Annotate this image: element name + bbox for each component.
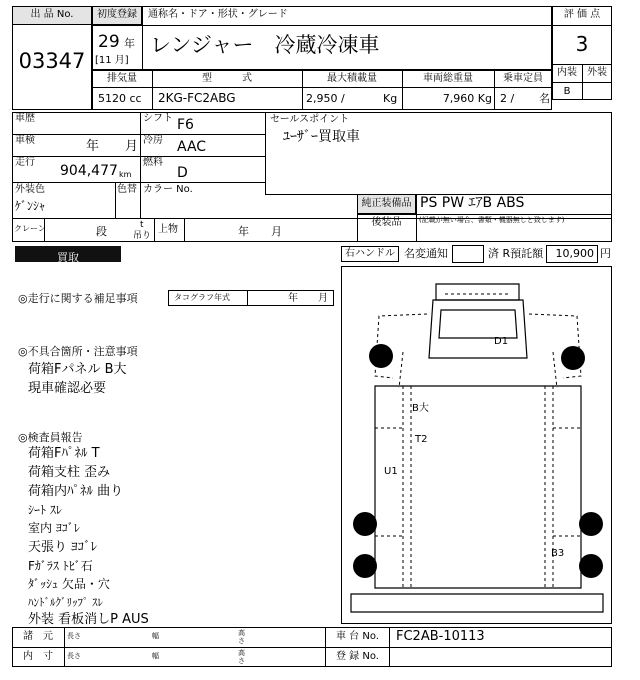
mark-t2: T2 (415, 434, 428, 445)
width-label: 幅 (152, 632, 159, 640)
gross-weight: 7,960 Kg (442, 92, 492, 105)
chassis-no-label: 車 台 No. (336, 631, 379, 642)
shift-value: F6 (177, 117, 194, 133)
inspector-item: 荷箱内ﾊﾟﾈﾙ 曲り (28, 484, 124, 499)
inspector-item: 荷箱支柱 歪み (28, 465, 111, 480)
loader-label: 上物 (158, 224, 178, 235)
max-load-unit: Kg (383, 92, 398, 105)
loader-value: 年 月 (238, 225, 282, 238)
crane-ton: t (140, 220, 144, 230)
inspector-label: ◎検査員報告 (18, 431, 83, 444)
height-label: 高さ (238, 629, 245, 645)
recycle-label: 済 R預託額 (488, 247, 544, 260)
length-label: 長さ (67, 632, 81, 640)
interior-dims-label: 内 寸 (23, 651, 53, 662)
max-load-label: 最大積載量 (327, 73, 377, 84)
crane-label: クレーン (14, 224, 46, 233)
capacity-unit: 名 (539, 92, 550, 105)
buyout-badge (15, 246, 121, 262)
tachograph-value: 年 月 (288, 293, 328, 304)
displacement-label: 排気量 (107, 73, 137, 84)
truck-diagram (341, 266, 612, 624)
mileage-unit: km (119, 170, 132, 179)
inspector-item: 荷箱Fﾊﾟﾈﾙ T (28, 446, 100, 461)
first-reg-year: 29 (98, 32, 120, 52)
defects-label: ◎不具合箇所・注意事項 (18, 345, 138, 358)
inspection-value: 年 月 (86, 139, 139, 154)
fuel-label: 燃料 (143, 157, 163, 168)
shift-label: シフト (143, 113, 173, 124)
length-label: 長さ (67, 652, 81, 660)
score-value: 3 (575, 32, 589, 56)
defect-line-1: 荷箱Fパネル B大 (28, 362, 127, 377)
mark-b3: B3 (551, 548, 565, 559)
mileage-label: 走行 (15, 157, 35, 168)
color-change-label: 色替 (117, 184, 137, 195)
aftermarket-label: 後装品 (371, 217, 402, 228)
registration-no-label: 登 録 No. (336, 651, 379, 662)
interior-grade: B (563, 86, 571, 97)
inspector-item: 外装 看板消しP AUS (28, 612, 149, 627)
inspector-item: ﾊﾝﾄﾞﾙｸﾞﾘｯﾌﾟ ｽﾚ (28, 596, 103, 609)
exterior-grade-label: 外装 (587, 67, 607, 78)
inspector-item: 室内 ﾖｺﾞﾚ (28, 521, 80, 535)
right-handle: 右ハンドル (345, 248, 395, 259)
ext-color-label: 外装色 (15, 184, 45, 195)
lot-no: 03347 (18, 49, 86, 73)
recycle-unit: 円 (600, 247, 611, 260)
sales-point: ﾕｰｻﾞｰ買取車 (283, 129, 360, 145)
fuel-value: D (177, 165, 188, 181)
history-label: 車歴 (15, 113, 35, 124)
driving-notes-label: ◎走行に関する補足事項 (18, 292, 138, 305)
dims-label: 諸 元 (23, 631, 53, 642)
tachograph-label: タコグラフ年式 (174, 293, 230, 302)
mark-u1: U1 (384, 466, 398, 477)
displacement: 5120 cc (98, 92, 142, 105)
ext-color: ｹﾞﾝｼｬ (15, 199, 46, 213)
ac-value: AAC (177, 139, 207, 155)
lot-no-label: 出 品 No. (30, 9, 74, 20)
mark-d1: D1 (494, 336, 509, 347)
color-code-label: カラー No. (143, 184, 193, 195)
model-code-label: 型 式 (202, 73, 252, 84)
inspection-label: 車検 (15, 135, 35, 146)
inspector-item: Fｶﾞﾗｽ ﾄﾋﾞ石 (28, 559, 93, 573)
gross-weight-label: 車両総重量 (423, 73, 473, 84)
model-info-label: 通称名・ドア・形状・グレード (148, 9, 288, 20)
aftermarket-note: (記載が無い場合、書類・機器無しと致します) (419, 216, 565, 224)
mileage: 904,477 (60, 163, 118, 179)
inspector-item: 天張り ﾖｺﾞﾚ (28, 540, 98, 555)
mark-b-large: B大 (412, 403, 429, 414)
score-label: 評 価 点 (563, 9, 601, 20)
name-change-box (452, 245, 484, 263)
recycle-amount: 10,900 (555, 247, 594, 260)
model-name: レンジャー 冷蔵冷凍車 (150, 33, 380, 57)
defect-line-2: 現車確認必要 (28, 381, 107, 396)
model-code: 2KG-FC2ABG (158, 91, 236, 105)
first-reg-label: 初度登録 (97, 9, 137, 20)
interior-grade-label: 内装 (557, 67, 577, 78)
crane-hoist: 吊り (133, 231, 152, 241)
std-equipment-label: 純正装備品 (361, 198, 412, 209)
inspector-item: ﾀﾞｯｼｭ 欠品・穴 (28, 577, 110, 591)
year-unit: 年 (124, 37, 135, 50)
max-load: 2,950 / (306, 92, 345, 105)
chassis-no: FC2AB-10113 (396, 629, 485, 644)
sales-point-label: セールスポイント (270, 114, 350, 125)
capacity: 2 / (500, 92, 515, 105)
crane-stage: 段 (96, 225, 107, 238)
width-label: 幅 (152, 652, 159, 660)
first-reg-month: [11 月] (95, 55, 129, 66)
buyout-label: 買取 (57, 251, 79, 264)
inspector-item: ｼｰﾄ ｽﾚ (28, 503, 62, 517)
name-change-label: 名変通知 (404, 247, 448, 260)
capacity-label: 乗車定員 (503, 73, 543, 84)
height-label: 高さ (238, 649, 245, 665)
ac-label: 冷房 (143, 135, 163, 146)
std-equipment: PS PW ｴｱB ABS (420, 195, 525, 211)
